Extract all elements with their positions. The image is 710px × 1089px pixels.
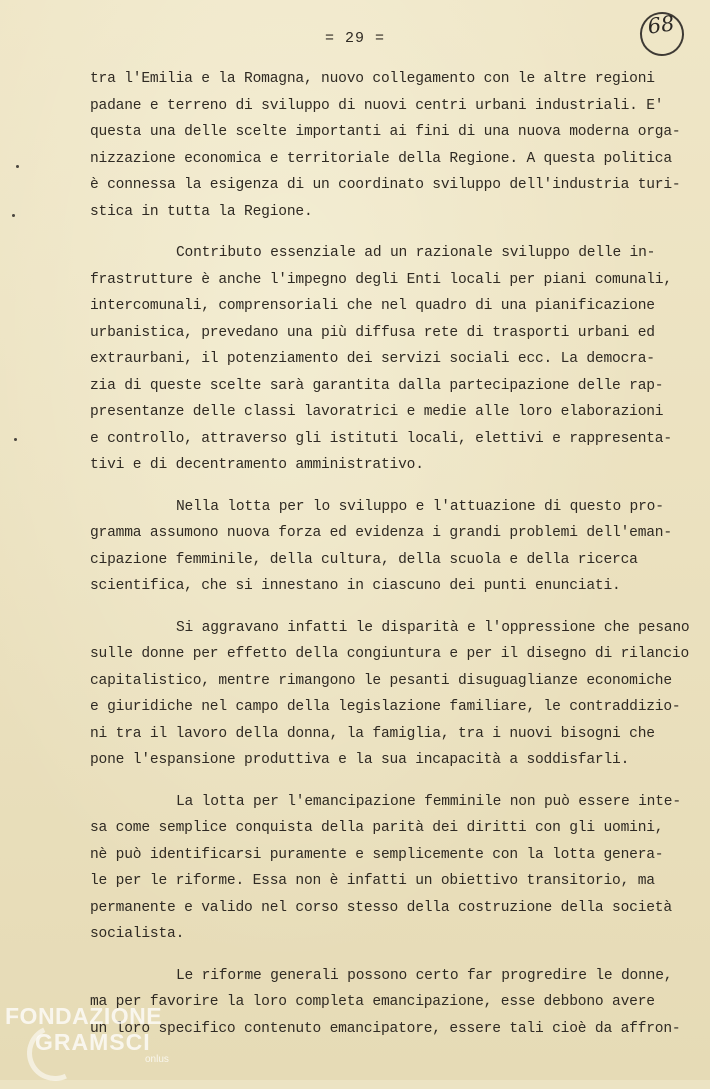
- watermark-line-2: GRAMSCI: [35, 1029, 151, 1055]
- text-line: ma per favorire la loro completa emancipazione, esse debbono avere: [90, 994, 655, 1010]
- watermark-line-3: onlus: [145, 1054, 169, 1065]
- paragraph: [90, 789, 690, 948]
- text-line: capitalistico, mentre rimangono le pesanti disuguaglianze economiche: [90, 672, 672, 689]
- text-line: tra l'Emilia e la Romagna, nuovo collegamento con le altre regioni: [90, 71, 655, 87]
- text-line: Nella lotta per lo sviluppo e l'attuazione di questo pro-: [176, 498, 664, 515]
- fondazione-gramsci-watermark: [5, 1003, 205, 1073]
- text-line: frastrutture è anche l'impegno degli Enti locali per piani comunali,: [90, 271, 672, 288]
- folio-number: 68: [646, 11, 676, 39]
- text-line: intercomunali, comprensoriali che nel quadro di una pianificazione: [90, 298, 655, 314]
- text-line: scientifica, che si innestano in ciascuno dei punti enunciati.: [90, 578, 621, 594]
- paragraph: [90, 615, 690, 774]
- text-line: presentanze delle classi lavoratrici e medie alle loro elaborazioni: [90, 404, 664, 420]
- text-line: questa una delle scelte importanti ai fini di una nuova moderna orga-: [90, 124, 681, 140]
- paragraph: [90, 240, 690, 479]
- text-line: tivi e di decentramento amministrativo.: [90, 457, 424, 473]
- text-line: stica in tutta la Regione.: [90, 203, 313, 220]
- text-line: è connessa la esigenza di un coordinato sviluppo dell'industria turi-: [90, 177, 681, 193]
- text-line: Si aggravano infatti le disparità e l'oppressione che pesano: [176, 619, 690, 636]
- document-body: [90, 66, 690, 1042]
- text-line: cipazione femminile, della cultura, della scuola e della ricerca: [90, 551, 638, 568]
- text-line: le per le riforme. Essa non è infatti un obiettivo transitorio, ma: [90, 873, 655, 889]
- text-line: nizzazione economica e territoriale della Regione. A questa politica: [90, 150, 672, 167]
- text-line: gramma assumono nuova forza ed evidenza i grandi problemi dell'eman-: [90, 525, 672, 541]
- text-line: urbanistica, prevedano una più diffusa rete di trasporti urbani ed: [90, 324, 655, 341]
- text-line: e giuridiche nel campo della legislazione familiare, le contraddizio-: [90, 699, 681, 715]
- text-line: La lotta per l'emancipazione femminile non può essere inte-: [176, 793, 681, 810]
- text-line: pone l'espansione produttiva e la sua incapacità a soddisfarli.: [90, 752, 630, 768]
- text-line: ni tra il lavoro della donna, la famiglia, tra i nuovi bisogni che: [90, 725, 655, 742]
- text-line: Contributo essenziale ad un razionale sviluppo delle in-: [176, 245, 656, 261]
- text-line: nè può identificarsi puramente e semplicemente con la lotta genera-: [90, 846, 664, 863]
- text-line: Le riforme generali possono certo far progredire le donne,: [176, 967, 673, 984]
- text-line: extraurbani, il potenziamento dei servizi sociali ecc. La democra-: [90, 351, 655, 367]
- margin-dot: [16, 165, 19, 168]
- text-line: socialista.: [90, 926, 185, 942]
- text-line: sa come semplice conquista della parità dei diritti con gli uomini,: [90, 820, 664, 836]
- watermark-line-1: FONDAZIONE: [5, 1003, 163, 1029]
- margin-dot: [12, 214, 15, 217]
- paragraph: [90, 66, 690, 225]
- text-line: zia di queste scelte sarà garantita dalla partecipazione delle rap-: [90, 377, 664, 394]
- text-line: un loro specifico contenuto emancipatore, essere tali cioè da affron-: [90, 1020, 681, 1037]
- text-line: padane e terreno di sviluppo di nuovi centri urbani industriali. E': [90, 97, 664, 114]
- text-line: sulle donne per effetto della congiuntura e per il disegno di rilancio: [90, 646, 690, 662]
- margin-dot: [14, 438, 17, 441]
- text-line: permanente e valido nel corso stesso della costruzione della società: [90, 899, 672, 916]
- text-line: e controllo, attraverso gli istituti locali, elettivi e rappresenta-: [90, 430, 672, 447]
- page-number: = 29 =: [324, 30, 385, 47]
- paragraph: [90, 494, 690, 600]
